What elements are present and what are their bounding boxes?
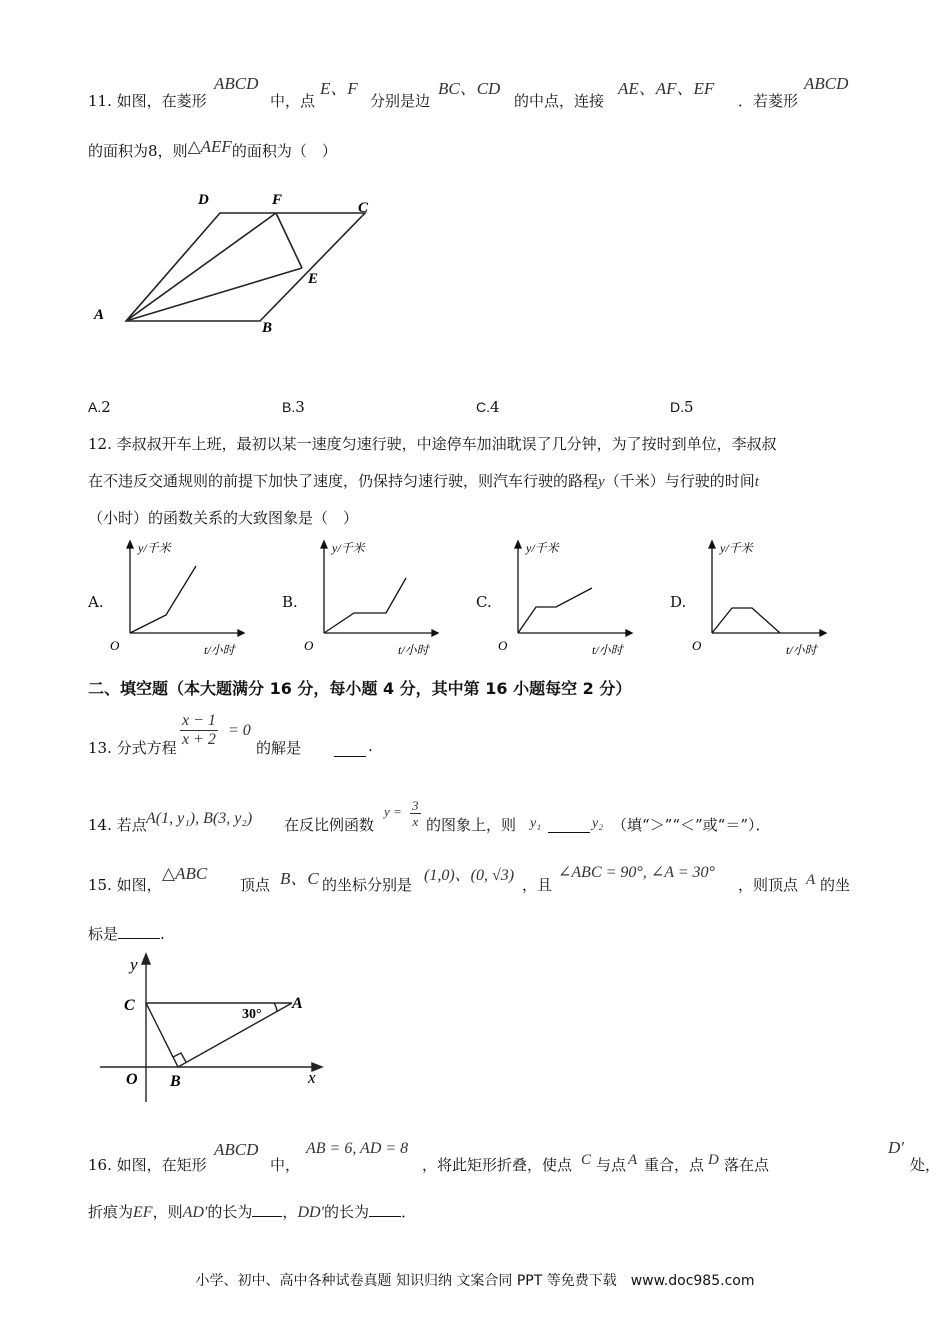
q12-line3: （小时）的函数关系的大致图象是（ ） — [88, 509, 359, 527]
q13-answer-blank[interactable] — [334, 740, 366, 757]
q16-d: D — [708, 1152, 719, 1168]
q14-fill-hint: （填“＞”“＜”或“＝”）． — [612, 816, 771, 834]
q12-option-b-label[interactable]: B. — [282, 593, 298, 611]
q11-fenbie: 分别是边 — [370, 92, 431, 110]
q16-zhong: 中， — [270, 1156, 301, 1174]
q16-ef: EF — [133, 1204, 153, 1221]
q14-prefix: 14. 若点 — [88, 816, 147, 834]
label-b: B — [262, 320, 273, 336]
q16-answer-blank-2[interactable] — [369, 1204, 401, 1217]
q11-option-a[interactable] — [88, 398, 111, 416]
segment-ae — [126, 268, 302, 321]
q11-ruo: ．若菱形 — [738, 92, 799, 110]
q13-end: . — [368, 737, 373, 755]
q11-segments: AE、AF、EF — [618, 79, 715, 98]
q14-func-den: x — [412, 814, 419, 829]
graph-b-origin: O — [304, 638, 314, 653]
q15-points-bc: B、C — [280, 869, 319, 888]
graph-b-line — [324, 578, 406, 633]
graph-b-t-label: t/小时 — [398, 643, 429, 657]
q11-points-ef: E、F — [320, 79, 358, 98]
q16-line2d: 的长为 — [324, 1203, 370, 1221]
graph-d-line — [712, 608, 780, 633]
q15-coords-text: 的坐标分别是 — [322, 876, 413, 894]
q16-line2a: 折痕为 — [88, 1203, 134, 1221]
label-c: C — [358, 200, 369, 216]
q14-fraction — [410, 798, 421, 829]
q15-line2-text: 标是 — [88, 925, 119, 943]
q12-line1: 12. 李叔叔开车上班，最初以某一速度匀速行驶，中途停车加油耽误了几分钟，为了按时到单位，李叔叔 — [88, 435, 777, 453]
q12-option-c-label[interactable]: C. — [476, 593, 492, 611]
graph-a-y-label: y/千米 — [138, 541, 171, 555]
q16-line2c: 的长为 — [207, 1203, 253, 1221]
q12-graph-a[interactable] — [108, 538, 248, 662]
q11-option-c-value: 4 — [490, 398, 500, 416]
graph-c-line — [518, 588, 592, 633]
graph-a-origin: O — [110, 638, 120, 653]
q13-fraction — [180, 712, 218, 749]
q11-ask: 的面积为（ ） — [231, 142, 337, 160]
q11-number-text: 11. 如图，在菱形 — [88, 92, 207, 110]
q11-then: ，则 — [157, 142, 188, 160]
q15-prefix: 15. 如图， — [88, 876, 162, 894]
q15-ze: ，则顶点 — [738, 876, 799, 894]
q12-option-d-label[interactable]: D. — [670, 593, 687, 611]
q11-option-c-letter: C. — [476, 399, 490, 415]
q15-triangle: △ABC — [162, 864, 208, 883]
q12-option-a-label[interactable]: A. — [88, 593, 104, 611]
fig-c-label: C — [124, 997, 135, 1014]
q15-qie: ，且 — [522, 876, 553, 894]
q16-c: C — [581, 1152, 592, 1168]
q16-a: A — [628, 1152, 638, 1168]
graph-a-t-label: t/小时 — [204, 643, 235, 657]
q11-edges: BC、CD — [438, 79, 501, 98]
q16-ddp: DD′ — [297, 1204, 325, 1221]
fig-a-label: A — [292, 995, 303, 1012]
q16-text1: ，将此矩形折叠，使点 — [422, 1156, 573, 1174]
q16-dprime: D′ — [888, 1138, 904, 1157]
graph-c-t-label: t/小时 — [592, 643, 623, 657]
q11-line2 — [88, 137, 337, 161]
graph-a-line — [130, 566, 196, 633]
graph-c-y-label: y/千米 — [526, 541, 559, 555]
q12-line2-text: 在不违反交通规则的前提下加快了速度，仍保持匀速行驶，则汽车行驶的路程 — [88, 472, 599, 490]
q11-rhombus-figure — [80, 180, 400, 350]
q11-option-b-letter: B. — [282, 399, 296, 415]
q15-dingdian: 顶点 — [240, 876, 271, 894]
segment-ef — [276, 213, 302, 268]
q16-line2b: ，则 — [152, 1203, 183, 1221]
q13-denominator: x + 2 — [182, 731, 216, 748]
q11-option-b-value: 3 — [295, 398, 305, 416]
q11-area-value: 8 — [148, 142, 158, 160]
graph-d-y-label: y/千米 — [720, 541, 753, 555]
segment-af — [126, 213, 276, 321]
label-a: A — [94, 307, 105, 323]
q11-option-d-letter: D. — [670, 399, 684, 415]
q15-angles: ∠ABC = 90°, ∠A = 30° — [558, 864, 715, 881]
q15-triangle-figure — [96, 950, 336, 1108]
fig-x-label: x — [308, 1068, 316, 1087]
q14-func-y: y = — [384, 804, 402, 819]
q14-func-num: 3 — [412, 798, 419, 813]
q13-prefix: 13. 分式方程 — [88, 739, 177, 757]
q16-answer-blank-1[interactable] — [252, 1204, 282, 1217]
q16-chu: 处， — [910, 1156, 941, 1174]
q11-midpoints: 的中点，连接 — [514, 92, 605, 110]
fig-b-label: B — [170, 1073, 181, 1090]
q15-end: . — [160, 925, 165, 943]
q11-option-d[interactable] — [670, 398, 694, 416]
q16-end: ． — [401, 1203, 417, 1221]
q12-graph-b[interactable] — [302, 538, 442, 662]
q12-var-y: y — [598, 474, 605, 490]
graph-c-origin: O — [498, 638, 508, 653]
q16-shape: ABCD — [214, 1140, 259, 1159]
q11-option-a-letter: A. — [88, 399, 102, 415]
q13-equals-zero: = 0 — [228, 722, 251, 739]
segment-cb — [146, 1003, 178, 1067]
q13-suffix: 的解是 — [256, 739, 302, 757]
q11-zhong: 中，点 — [270, 92, 316, 110]
graph-b-y-label: y/千米 — [332, 541, 365, 555]
q12-graph-c[interactable] — [496, 538, 636, 662]
q12-line2-mid: （千米）与行驶的时间 — [604, 472, 755, 490]
q16-line2: 折痕为EF，则AD′的长为 ，DD′的长为 ． — [88, 1203, 417, 1221]
q11-shape-abcd: ABCD — [214, 74, 259, 93]
q14-points: A(1, y₁), B(3, y₂) — [146, 810, 253, 827]
q16-given: AB = 6, AD = 8 — [306, 1140, 409, 1157]
graph-d-origin: O — [692, 638, 702, 653]
fig-o-label: O — [126, 1071, 138, 1088]
q12-line2 — [88, 470, 759, 491]
q16-text3: 重合，点 — [644, 1156, 705, 1174]
q11-option-b[interactable] — [282, 398, 305, 416]
q11-shape-abcd-2: ABCD — [804, 74, 849, 93]
q12-graph-d[interactable] — [690, 538, 830, 662]
y-axis-arrow — [142, 954, 150, 964]
q14-answer-blank[interactable] — [548, 824, 590, 833]
q11-option-d-value: 5 — [684, 398, 694, 416]
q15-de-zuo: 的坐 — [820, 876, 851, 894]
q14-mid: 在反比例函数 — [284, 816, 375, 834]
q15-coords: (1,0)、(0, √3) — [424, 867, 515, 884]
q11-option-a-value: 2 — [101, 398, 111, 416]
segment-ba — [178, 1003, 292, 1067]
q16-adp: AD′ — [182, 1204, 208, 1221]
q11-option-c[interactable] — [476, 398, 500, 416]
q15-line2 — [88, 923, 165, 944]
footer-text: 小学、初中、高中各种试卷真题 知识归纳 文案合同 PPT 等免费下载 www.doc985.com — [195, 1273, 755, 1289]
q16-prefix: 16. 如图，在矩形 — [88, 1156, 207, 1174]
q11-area-text: 的面积为 — [88, 142, 149, 160]
q16-text4: 落在点 — [724, 1156, 770, 1174]
section2-heading: 二、填空题（本大题满分 16 分，每小题 4 分，其中第 16 小题每空 2 分） — [88, 679, 632, 698]
label-d: D — [198, 192, 209, 208]
q14-after: 的图象上，则 — [426, 816, 517, 834]
q12-var-t: t — [754, 474, 759, 490]
q15-a: A — [806, 872, 816, 888]
q15-answer-blank[interactable] — [118, 926, 160, 939]
label-f: F — [272, 192, 283, 208]
fig-y-label: y — [130, 955, 138, 974]
q14-y1: y₁ — [530, 816, 542, 831]
angle-arc — [274, 1003, 277, 1012]
q13-numerator: x − 1 — [182, 712, 216, 729]
fig-angle-label: 30° — [242, 1007, 262, 1022]
graph-d-t-label: t/小时 — [786, 643, 817, 657]
label-e: E — [308, 271, 319, 287]
q11-triangle: △AEF — [187, 137, 232, 156]
q14-y2: y₂ — [592, 816, 604, 831]
q16-text2: 与点 — [596, 1156, 627, 1174]
rhombus-outline — [126, 213, 365, 321]
